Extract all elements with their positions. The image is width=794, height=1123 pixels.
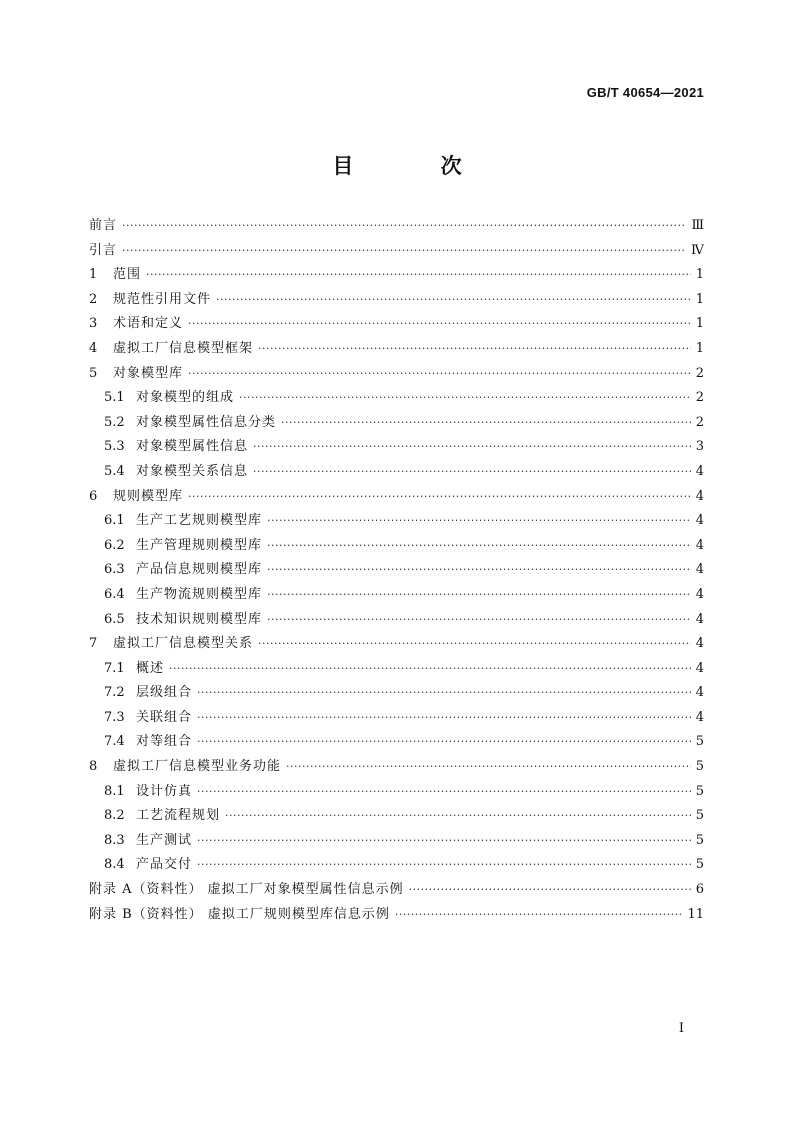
dot-leader (122, 239, 686, 264)
toc-entry[interactable] (89, 362, 704, 387)
toc-entry-label: 附录 B（资料性） 虚拟工厂规则模型库信息示例 (89, 906, 390, 922)
toc-entry-label: 规则模型库 (113, 488, 184, 504)
toc-entry-label: 对象模型关系信息 (136, 463, 249, 479)
dot-leader (197, 853, 691, 878)
toc-entry-label: 生产测试 (136, 832, 193, 848)
toc-entry[interactable] (89, 681, 704, 706)
dot-leader (169, 657, 691, 682)
dot-leader (258, 632, 691, 657)
toc-entry[interactable] (89, 411, 704, 436)
dot-leader (267, 583, 691, 608)
toc-entry-label: 产品信息规则模型库 (136, 562, 263, 578)
toc-entry-label: 术语和定义 (113, 316, 184, 332)
toc-entry[interactable] (89, 804, 704, 829)
dot-leader (395, 903, 683, 928)
toc-entry-label: 设计仿真 (136, 783, 193, 799)
toc-entry-label: 对象模型库 (113, 365, 184, 381)
toc-entry[interactable] (89, 780, 704, 805)
dot-leader (197, 829, 691, 854)
dot-leader (122, 214, 686, 239)
toc-entry-number: 5.1 (104, 390, 125, 406)
toc-entry-page: 5 (695, 857, 704, 873)
toc-entry-number: 5 (89, 365, 98, 381)
toc-entry-number: 6 (89, 488, 98, 504)
toc-entry[interactable] (89, 853, 704, 878)
toc-entry-page: 4 (695, 513, 704, 529)
toc-entry-page: 4 (695, 660, 704, 676)
toc-entry-label: 技术知识规则模型库 (136, 611, 263, 627)
dot-leader (267, 558, 691, 583)
toc-entry[interactable] (89, 386, 704, 411)
toc-entry-page: Ⅲ (691, 218, 704, 233)
toc-entry-label: 对象模型的组成 (136, 390, 235, 406)
toc-entry-number: 6.1 (104, 513, 125, 529)
toc-entry-page: 5 (695, 734, 704, 750)
toc-entry-label: 虚拟工厂信息模型业务功能 (113, 759, 282, 775)
toc-entry-label: 工艺流程规划 (136, 808, 221, 824)
dot-leader (253, 435, 691, 460)
dot-leader (197, 730, 691, 755)
toc-entry-number: 6.5 (104, 611, 125, 627)
toc-entry-page: 2 (695, 390, 704, 406)
toc-entry-label: 对象模型属性信息 (136, 439, 249, 455)
toc-entry[interactable] (89, 288, 704, 313)
dot-leader (225, 804, 691, 829)
page-number: I (678, 1021, 684, 1036)
toc-entry[interactable] (89, 263, 704, 288)
toc-entry-page: 2 (695, 365, 704, 381)
toc-entry[interactable] (89, 632, 704, 657)
toc-entry[interactable] (89, 214, 704, 239)
dot-leader (197, 681, 691, 706)
toc-entry-label: 层级组合 (136, 685, 193, 701)
toc-entry[interactable] (89, 558, 704, 583)
toc-entry-label: 产品交付 (136, 857, 193, 873)
toc-entry-page: 5 (695, 808, 704, 824)
toc-entry-page: 5 (695, 783, 704, 799)
toc-entry-page: 1 (695, 340, 704, 356)
toc-entry-label: 对等组合 (136, 734, 193, 750)
toc-entry-number: 7.4 (104, 734, 125, 750)
toc-entry[interactable] (89, 755, 704, 780)
toc-entry-page: 4 (695, 586, 704, 602)
toc-entry-number: 4 (89, 340, 98, 356)
toc-entry-number: 7.3 (104, 709, 125, 725)
toc-entry-number: 5.4 (104, 463, 125, 479)
dot-leader (267, 534, 691, 559)
toc-entry-page: 1 (695, 316, 704, 332)
toc-entry-page: 4 (695, 488, 704, 504)
toc-entry-number: 7.2 (104, 685, 125, 701)
standard-code: GB/T 40654—2021 (586, 85, 704, 100)
dot-leader (281, 411, 691, 436)
toc-entry-page: 4 (695, 463, 704, 479)
dot-leader (409, 878, 691, 903)
toc-entry-label: 生产工艺规则模型库 (136, 513, 263, 529)
toc-entry[interactable] (89, 583, 704, 608)
dot-leader (286, 755, 691, 780)
toc-entry-label: 生产管理规则模型库 (136, 537, 263, 553)
toc-entry-label: 概述 (136, 660, 165, 676)
toc-entry-number: 7 (89, 636, 98, 652)
dot-leader (197, 706, 691, 731)
toc-entry[interactable] (89, 534, 704, 559)
toc-entry-page: 5 (695, 832, 704, 848)
toc-entry-number: 2 (89, 291, 98, 307)
toc-entry-page: 4 (695, 562, 704, 578)
dot-leader (239, 386, 691, 411)
toc-entry-number: 8.4 (104, 857, 125, 873)
toc-entry[interactable] (89, 435, 704, 460)
dot-leader (253, 460, 691, 485)
toc-entry[interactable] (89, 509, 704, 534)
toc-entry-page: 5 (695, 759, 704, 775)
toc-entry-number: 6.3 (104, 562, 125, 578)
toc-entry-number: 8.2 (104, 808, 125, 824)
toc-entry-label: 虚拟工厂信息模型框架 (113, 340, 254, 356)
toc-entry-number: 8.1 (104, 783, 125, 799)
toc-entry-page: 4 (695, 537, 704, 553)
dot-leader (188, 362, 691, 387)
toc-entry-page: 1 (695, 267, 704, 283)
toc-entry-number: 5.2 (104, 414, 125, 430)
toc-entry[interactable] (89, 337, 704, 362)
toc-entry-label: 附录 A（资料性） 虚拟工厂对象模型属性信息示例 (89, 882, 404, 898)
dot-leader (267, 608, 691, 633)
toc-entry-label: 生产物流规则模型库 (136, 586, 263, 602)
toc-entry[interactable] (89, 460, 704, 485)
toc-entry-label: 对象模型属性信息分类 (136, 414, 277, 430)
toc-entry-page: 6 (695, 882, 704, 898)
dot-leader (188, 312, 691, 337)
toc-entry-label: 关联组合 (136, 709, 193, 725)
toc-entry-number: 3 (89, 316, 98, 332)
toc-entry-number: 6.4 (104, 586, 125, 602)
toc-entry[interactable] (89, 485, 704, 510)
toc-entry[interactable] (89, 706, 704, 731)
toc-entry[interactable] (89, 312, 704, 337)
dot-leader (258, 337, 691, 362)
toc-entry-label: 引言 (89, 242, 118, 258)
dot-leader (197, 780, 691, 805)
toc-entry[interactable] (89, 878, 704, 903)
dot-leader (216, 288, 691, 313)
toc-entry-label: 前言 (89, 218, 118, 233)
dot-leader (267, 509, 691, 534)
toc-entry-number: 6.2 (104, 537, 125, 553)
toc-entry[interactable] (89, 730, 704, 755)
toc-entry-page: 4 (695, 685, 704, 701)
toc-entry-label: 范围 (113, 267, 142, 283)
page-title: 目 次 (332, 154, 502, 178)
toc-entry-page: 11 (687, 906, 704, 922)
toc-entry-page: 3 (695, 439, 704, 455)
toc-entry-number: 8 (89, 759, 98, 775)
toc-entry-page: Ⅳ (691, 242, 704, 258)
toc-entry-page: 1 (695, 291, 704, 307)
toc-entry-page: 4 (695, 636, 704, 652)
dot-leader (188, 485, 691, 510)
toc-entry-number: 8.3 (104, 832, 125, 848)
toc-entry-page: 2 (695, 414, 704, 430)
dot-leader (146, 263, 691, 288)
table-of-contents (89, 214, 704, 927)
toc-entry[interactable] (89, 657, 704, 682)
toc-entry-page: 4 (695, 709, 704, 725)
toc-entry-number: 5.3 (104, 439, 125, 455)
toc-entry-number: 1 (89, 267, 98, 283)
toc-entry[interactable] (89, 239, 704, 264)
toc-entry-number: 7.1 (104, 660, 125, 676)
toc-entry-label: 规范性引用文件 (113, 291, 212, 307)
toc-entry[interactable] (89, 608, 704, 633)
toc-entry[interactable] (89, 829, 704, 854)
toc-entry[interactable] (89, 903, 704, 928)
toc-entry-label: 虚拟工厂信息模型关系 (113, 636, 254, 652)
toc-entry-page: 4 (695, 611, 704, 627)
